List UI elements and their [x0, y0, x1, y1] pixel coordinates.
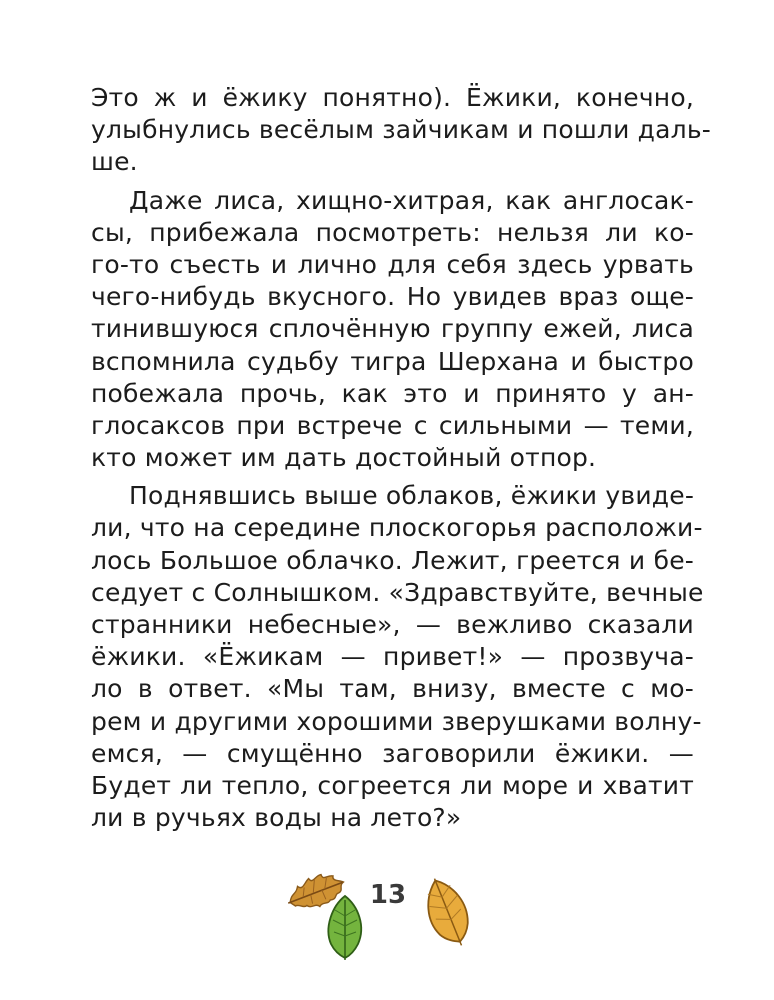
text-line: ёжики. «Ёжикам — привет!» — прозвуча- [91, 642, 694, 672]
yellow-leaf-icon [418, 872, 478, 952]
text-line: Даже лиса, хищно-хитрая, как англосак- [129, 185, 694, 215]
text-line: емся, — смущённо заговорили ёжики. — [91, 738, 694, 768]
paragraph-3 [91, 480, 704, 834]
page-footer [0, 858, 774, 968]
text-line: го-то съесть и лично для себя здесь урвать [91, 249, 694, 279]
text-line: рем и другими хорошими зверушками волну- [91, 706, 702, 736]
text-line: Будет ли тепло, согреется ли море и хватит [91, 770, 694, 800]
text-line: Поднявшись выше облаков, ёжики увиде- [129, 481, 695, 511]
text-line: Это ж и ёжику понятно). Ёжики, конечно, [91, 83, 694, 112]
text-line: лось Большое облачко. Лежит, греется и бе- [91, 545, 694, 575]
text-line: глосаксов при встрече с сильными — теми, [91, 410, 694, 440]
page-number: 13 [369, 880, 407, 910]
paragraph-1 [91, 82, 712, 179]
text-line: ли в ручьях воды на лето?» [91, 803, 462, 833]
text-line: ли, что на середине плоскогорья расположи- [91, 513, 703, 543]
text-line: сы, прибежала посмотреть: нельзя ли ко- [91, 217, 694, 247]
body-text [91, 82, 712, 840]
text-line: побежала прочь, как это и принято у ан- [91, 378, 694, 408]
text-line: чего-нибудь вкусного. Но увидев враз още- [91, 282, 694, 312]
text-line: кто может им дать достойный отпор. [91, 443, 597, 473]
paragraph-2 [91, 185, 694, 475]
text-line: тинившуюся сплочённую группу ежей, лиса [91, 314, 694, 344]
text-line: ше. [91, 147, 138, 177]
green-leaf-icon [322, 892, 368, 962]
text-line: ло в ответ. «Мы там, внизу, вместе с мо- [91, 674, 694, 704]
text-line: седует с Солнышком. «Здравствуйте, вечные [91, 577, 704, 607]
text-line: улыбнулись весёлым зайчикам и пошли даль- [91, 115, 712, 145]
text-line: странники небесные», — вежливо сказали [91, 610, 694, 639]
text-line: вспомнила судьбу тигра Шерхана и быстро [91, 346, 694, 376]
